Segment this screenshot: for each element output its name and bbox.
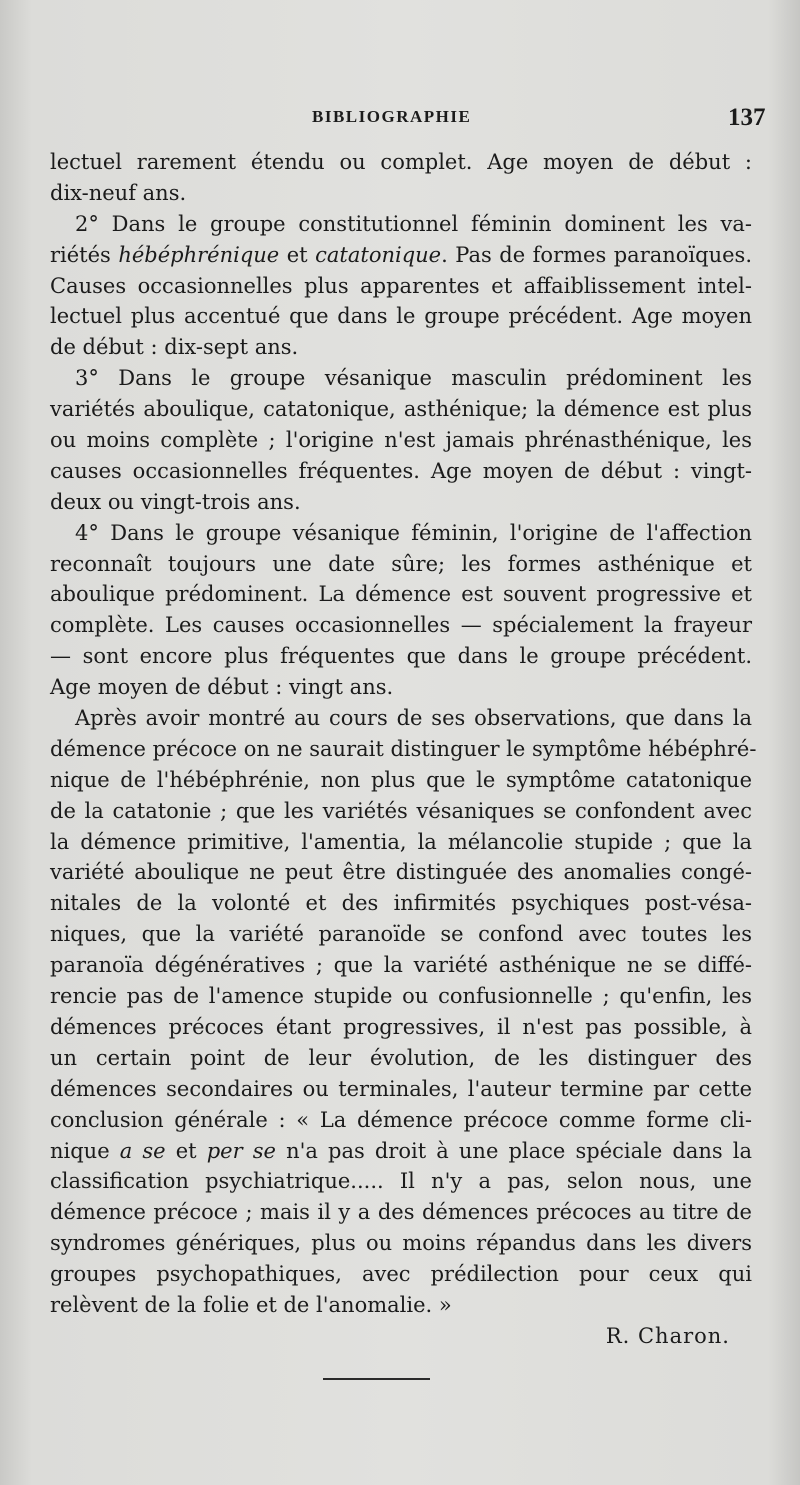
text-line: un certain point de leur évolution, de les distinguer des — [50, 1045, 752, 1070]
text-line: 3° Dans le groupe vésanique masculin prédominent les — [75, 366, 752, 391]
body-text — [50, 147, 757, 1352]
text-line: Age moyen de début : vingt ans. — [50, 675, 394, 700]
text-line: aboulique prédominent. La démence est souvent progressive et — [50, 582, 752, 607]
text-line: nique de l'hébéphrénie, non plus que le symptôme catatonique — [50, 767, 752, 792]
text-line: démences précoces étant progressives, il n'est pas possible, à — [50, 1014, 752, 1039]
text-line: Après avoir montré au cours de ses observations, que dans la — [75, 706, 752, 731]
text-line: démence précoce ; mais il y a des démences précoces au titre de — [50, 1200, 752, 1225]
text-line: reconnaît toujours une date sûre; les formes asthénique et — [50, 551, 752, 576]
text-line: complète. Les causes occasionnelles — spécialement la frayeur — [50, 613, 752, 638]
text-line: de début : dix-sept ans. — [50, 335, 299, 360]
text-line: lectuel rarement étendu ou complet. Age moyen de début : — [50, 150, 752, 174]
text-line: démence précoce on ne saurait distinguer le symptôme hébéphré- — [50, 736, 757, 761]
text-line: — sont encore plus fréquentes que dans le groupe précédent. — [50, 644, 752, 669]
text-line: deux ou vingt-trois ans. — [50, 489, 301, 514]
page-number: 137 — [728, 104, 766, 131]
text-line: 4° Dans le groupe vésanique féminin, l'origine de l'affection — [75, 520, 752, 545]
text-line: variété aboulique ne peut être distinguée des anomalies congé- — [50, 860, 752, 885]
text-line: lectuel plus accentué que dans le groupe précédent. Age moyen — [50, 304, 752, 329]
text-line: variétés aboulique, catatonique, asthénique; la démence est plus — [50, 397, 752, 422]
text-line: relèvent de la folie et de l'anomalie. » — [50, 1292, 452, 1317]
text-line: nique a se et per se n'a pas droit à une place spéciale dans la — [50, 1138, 753, 1163]
text-line: de la catatonie ; que les variétés vésaniques se confondent avec — [50, 798, 752, 823]
text-line: nitales de la volonté et des infirmités psychiques post-vésa- — [50, 891, 752, 916]
text-line: paranoïa dégénératives ; que la variété asthénique ne se diffé- — [50, 953, 752, 978]
text-line: la démence primitive, l'amentia, la mélancolie stupide ; que la — [50, 829, 752, 854]
text-line: riétés hébéphrénique et catatonique. Pas de formes paranoïques. — [50, 242, 752, 267]
text-line: rencie pas de l'amence stupide ou confusionnelle ; qu'enfin, les — [50, 984, 752, 1009]
text-line: dix-neuf ans. — [50, 180, 187, 205]
text-line: 2° Dans le groupe constitutionnel féminin dominent les va- — [75, 211, 752, 236]
author-signature: R. Charon. — [605, 1323, 730, 1348]
section-divider-rule — [323, 1378, 430, 1380]
text-line: Causes occasionnelles plus apparentes et affaiblissement intel- — [50, 273, 752, 298]
text-line: démences secondaires ou terminales, l'auteur termine par cette — [50, 1076, 752, 1101]
running-title: BIBLIOGRAPHIE — [312, 107, 472, 126]
text-line: classification psychiatrique..... Il n'y a pas, selon nous, une — [50, 1169, 752, 1194]
running-head — [0, 104, 800, 134]
text-line: niques, que la variété paranoïde se confond avec toutes les — [50, 922, 752, 947]
text-line: syndromes génériques, plus ou moins répandus dans les divers — [50, 1231, 752, 1256]
text-line: ou moins complète ; l'origine n'est jamais phrénasthénique, les — [50, 428, 752, 453]
text-line: conclusion générale : « La démence précoce comme forme cli- — [50, 1107, 752, 1132]
text-line: causes occasionnelles fréquentes. Age moyen de début : vingt- — [50, 458, 752, 483]
text-line: groupes psychopathiques, avec prédilection pour ceux qui — [50, 1262, 752, 1287]
